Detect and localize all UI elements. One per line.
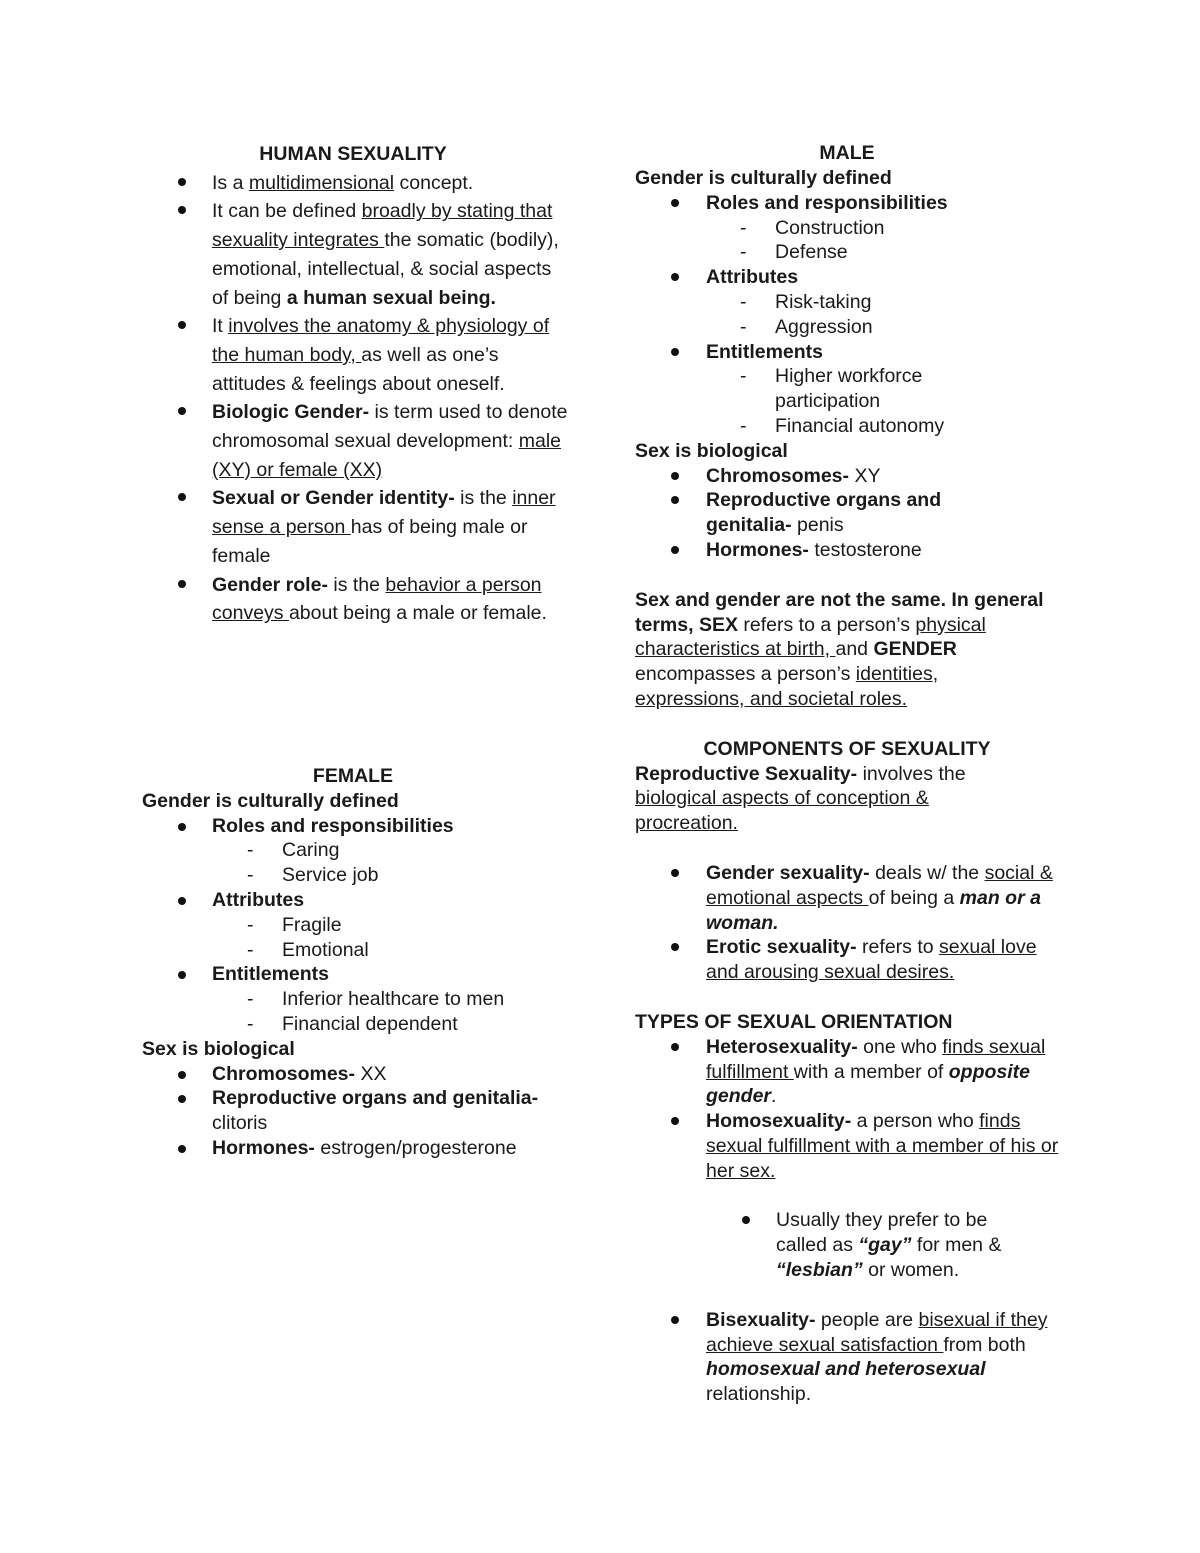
list-item: Usually they prefer to be called as “gay” for men & “lesbian” or women.	[635, 1208, 1035, 1282]
female-roles-list	[142, 838, 572, 888]
list-item: - Inferior healthcare to men	[142, 987, 572, 1012]
list-item: Homosexuality- a person who finds sexual fulfillment with a member of his or her sex.	[635, 1109, 1060, 1183]
list-item: Roles and responsibilities	[635, 191, 1075, 216]
list-item: Roles and responsibilities	[142, 814, 572, 839]
list-item: - Defense	[635, 240, 1075, 265]
bisexuality-list	[635, 1308, 1065, 1407]
male-entitlements-list	[635, 340, 1075, 365]
list-item: Entitlements	[635, 340, 1075, 365]
list-item: It involves the anatomy & physiology of the human body, as well as one’s attitudes & feelings about oneself.	[142, 312, 572, 398]
list-item: - Aggression	[635, 315, 1075, 340]
female-sex-list	[142, 1062, 572, 1161]
female-entitlements-sublist	[142, 987, 572, 1037]
list-item: Bisexuality- people are bisexual if they achieve sexual satisfaction from both homosexual and heterosexual relationship.	[635, 1308, 1065, 1407]
list-item: Reproductive organs and genitalia- penis	[635, 488, 986, 538]
gender-label: Gender is culturally defined	[635, 167, 892, 189]
female-attributes-sublist	[142, 913, 572, 963]
list-item: Sexual or Gender identity- is the inner sense a person has of being male or female	[142, 484, 572, 570]
left-column	[142, 140, 572, 1159]
male-entitlements-sublist	[635, 364, 965, 438]
human-sexuality-section	[142, 140, 572, 628]
list-item: It can be defined broadly by stating that sexuality integrates the somatic (bodily), emotional, intellectual, & social aspects of being a human sexual being.	[142, 197, 572, 312]
male-roles-sublist	[635, 216, 1075, 266]
female-gender-list	[142, 814, 572, 839]
male-heading: MALE	[819, 142, 875, 164]
list-item: - Service job	[142, 863, 572, 888]
female-heading: FEMALE	[312, 765, 394, 787]
list-item: Is a multidimensional concept.	[142, 169, 572, 198]
male-attributes-sublist	[635, 290, 1075, 340]
orientation-sublist	[635, 1208, 1035, 1282]
male-attributes-list	[635, 265, 1075, 290]
orientation-list	[635, 1035, 1060, 1184]
list-item: Chromosomes- XY	[635, 464, 1075, 489]
male-roles-list	[635, 191, 1075, 216]
right-column	[635, 140, 1075, 1407]
list-item: - Higher workforce participation	[635, 364, 965, 414]
human-sexuality-heading: HUMAN SEXUALITY	[259, 143, 447, 165]
list-item: Erotic sexuality- refers to sexual love and arousing sexual desires.	[635, 935, 1055, 985]
components-list	[635, 861, 1055, 985]
sex-vs-gender-paragraph: Sex and gender are not the same. In general terms, SEX refers to a person’s physical characteristics at birth, and GENDER encompasses a person’s identities, expressions, and societal roles.	[635, 588, 1044, 710]
list-item: - Fragile	[142, 913, 572, 938]
female-section	[142, 764, 572, 1161]
list-item: - Caring	[142, 838, 572, 863]
list-item: Hormones- estrogen/progesterone	[142, 1136, 572, 1161]
list-item: - Emotional	[142, 938, 572, 963]
components-heading: COMPONENTS OF SEXUALITY	[703, 737, 991, 760]
list-item: Reproductive organs and genitalia- clitoris	[142, 1086, 572, 1136]
sex-label: Sex is biological	[142, 1037, 295, 1060]
list-item: Gender role- is the behavior a person conveys about being a male or female.	[142, 571, 572, 628]
list-item: - Risk-taking	[635, 290, 1075, 315]
sex-label: Sex is biological	[635, 439, 788, 462]
human-sexuality-list	[142, 169, 572, 628]
list-item: Attributes	[635, 265, 1075, 290]
list-item: Heterosexuality- one who finds sexual fulfillment with a member of opposite gender.	[635, 1035, 1060, 1109]
male-sex-list	[635, 464, 1075, 563]
female-entitlements-list	[142, 962, 572, 987]
reproductive-sexuality-paragraph: Reproductive Sexuality- involves the biological aspects of conception & procreation.	[635, 762, 966, 835]
list-item: - Construction	[635, 216, 1075, 241]
list-item: - Financial dependent	[142, 1012, 572, 1037]
list-item: Attributes	[142, 888, 572, 913]
list-item: Entitlements	[142, 962, 572, 987]
list-item: Chromosomes- XX	[142, 1062, 572, 1087]
gender-label: Gender is culturally defined	[142, 789, 399, 812]
list-item: Biologic Gender- is term used to denote chromosomal sexual development: male (XY) or female (XX)	[142, 398, 572, 484]
list-item: - Financial autonomy	[635, 414, 965, 439]
orientation-heading: TYPES OF SEXUAL ORIENTATION	[635, 1010, 953, 1033]
list-item: Hormones- testosterone	[635, 538, 1075, 563]
female-attributes-list	[142, 888, 572, 913]
list-item: Gender sexuality- deals w/ the social & emotional aspects of being a man or a woman.	[635, 861, 1055, 935]
